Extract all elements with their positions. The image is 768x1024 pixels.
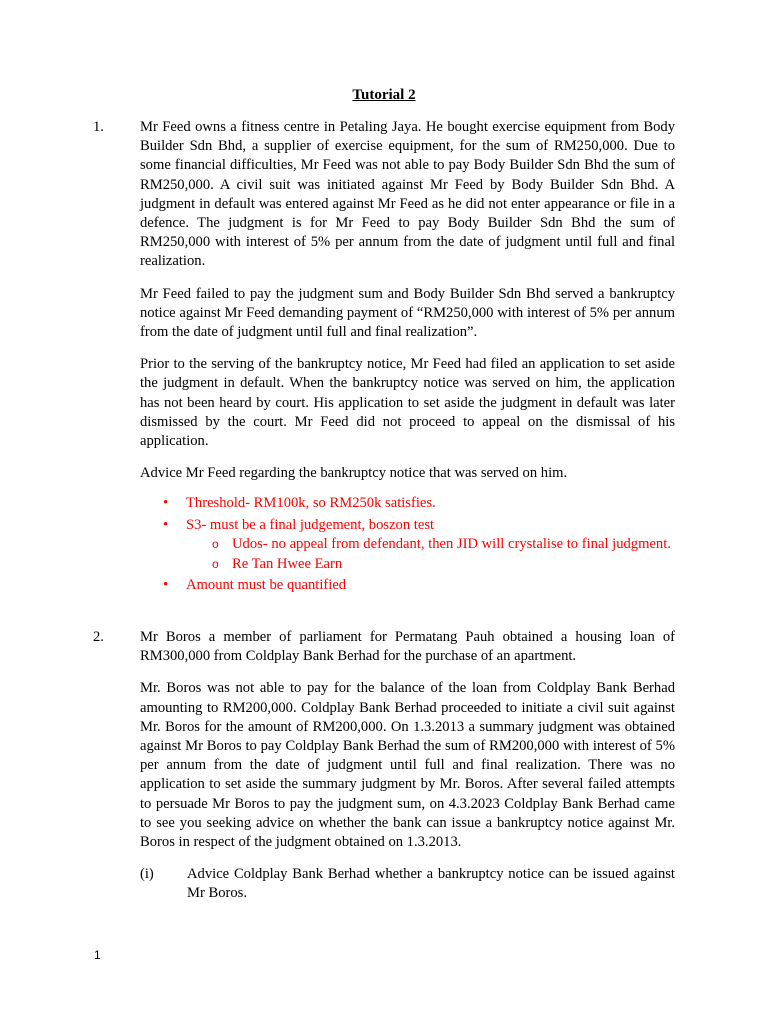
question-1 — [93, 118, 675, 597]
bullet-icon: • — [163, 516, 169, 533]
question-2 — [93, 628, 675, 917]
answer-notes — [140, 494, 675, 595]
bullet-icon: • — [163, 495, 169, 512]
question-number: 2. — [93, 629, 104, 645]
answer-tan: Re Tan Hwee Earn — [232, 556, 343, 573]
q2-paragraph-2: Mr. Boros was not able to pay for the balance of the loan from Coldplay Bank Berhad amounting to RM200,000. Coldplay Bank Berhad proceeded to initiate a civil suit against Mr. Boros for the amount of RM200,000. On 1.3.2013 a summary judgment was obtained against Mr Boros to pay Coldplay Bank Berhad the sum of RM200,000 with interest of 5% per annum from the date of judgment until full and final realization. There was no application to set aside the summary judgment by Mr. Boros. After several failed attempts to persuade Mr Boros to pay the judgment sum, on 4.3.2023 Coldplay Bank Berhad came to see you seeking advice on whether the bank can issue a bankruptcy notice against Mr. Boros in respect of the judgment obtained on 1.3.2013. — [140, 680, 675, 851]
list-item — [186, 535, 675, 554]
list-item — [140, 516, 675, 575]
answer-threshold: Threshold- RM100k, so RM250k satisfies. — [186, 495, 436, 512]
circle-bullet-icon: o — [212, 557, 219, 572]
answer-amount: Amount must be quantified — [186, 577, 347, 594]
q1-paragraph-2: Mr Feed failed to pay the judgment sum and Body Builder Sdn Bhd served a bankruptcy notice against Mr Feed demanding payment of “RM250,000 with interest of 5% per annum from the date of judgment until full and final realization”. — [140, 285, 675, 341]
list-item — [186, 555, 675, 574]
list-item — [140, 494, 675, 513]
q2-paragraph-1: Mr Boros a member of parliament for Permatang Pauh obtained a housing loan of RM300,000 from Coldplay Bank Berhad for the purchase of an apartment. — [140, 629, 675, 665]
sub-question-number: (i) — [140, 866, 154, 883]
answer-udos: Udos- no appeal from defendant, then JID will crystalise to final judgment. — [232, 535, 671, 552]
sub-question-i — [140, 865, 675, 903]
page-number: 1 — [94, 948, 101, 962]
question-number: 1. — [93, 119, 104, 135]
q1-paragraph-1: Mr Feed owns a fitness centre in Petaling Jaya. He bought exercise equipment from Body Builder Sdn Bhd, a supplier of exercise equipment, for the sum of RM250,000. Due to some financial difficulties, Mr Feed was not able to pay Body Builder Sdn Bhd the sum of RM250,000. A civil suit was initiated against Mr Feed by Body Builder Sdn Bhd. A judgment in default was entered against Mr Feed as he did not enter appearance or file in a defence. The judgment is for Mr Feed to pay Body Builder Sdn Bhd the sum of RM250,000 with interest of 5% per annum from the date of judgment until full and final realization. — [140, 119, 675, 270]
q1-paragraph-3: Prior to the serving of the bankruptcy notice, Mr Feed had filed an application to set aside the judgment in default. When the bankruptcy notice was served on him, the application has not been heard by court. His application to set aside the judgment in default was later dismissed by the court. Mr Feed did not proceed to appeal on the dismissal of his application. — [140, 356, 675, 450]
answer-s3: S3- must be a final judgement, boszon test — [186, 516, 435, 533]
bullet-icon: • — [163, 577, 169, 594]
list-item — [140, 576, 675, 595]
circle-bullet-icon: o — [212, 536, 219, 551]
sub-question-text: Advice Coldplay Bank Berhad whether a bankruptcy notice can be issued against Mr Boros. — [187, 866, 675, 902]
q1-paragraph-4: Advice Mr Feed regarding the bankruptcy notice that was served on him. — [140, 465, 568, 482]
page-title: Tutorial 2 — [352, 87, 416, 103]
answer-sublist — [186, 535, 675, 574]
